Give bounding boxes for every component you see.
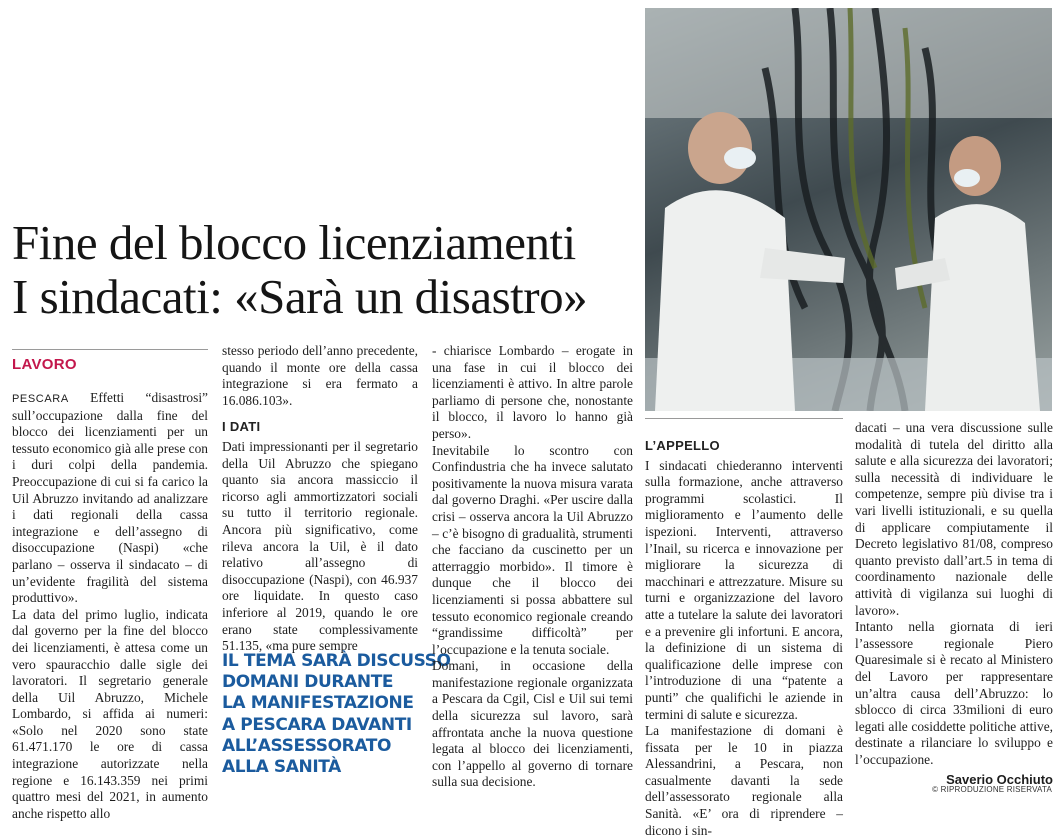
paragraph-text: Effetti “disastrosi” sull’occupazione dalla fine del blocco dei licenziamenti per un tessuto economico già alle prese con i duri colpi della pandemia. Preoccupazione di cui si fa carico la Uil Abruzzo invitando ad analizzare i dati regionali della cassa integrazione e dell’assegno di disoccupazione (Naspi) «che parlano – osserva il sindacato – di un’evidente fragilità del sistema produttivo». (12, 390, 208, 606)
copyright-notice: © RIPRODUZIONE RISERVATA (932, 785, 1052, 794)
paragraph: stesso periodo dell’anno precedente, quando il monte ore della cassa integrazione si era fermato a 16.086.103». (222, 343, 418, 408)
article-column-2 (222, 343, 418, 655)
article-column-3 (432, 343, 633, 791)
pull-quote-line: A PESCARA DAVANTI (222, 714, 412, 735)
paragraph: Inevitabile lo scontro con Confindustria che ha invece salutato positivamente la nuova misura varata dal governo Draghi. «Per uscire dalla crisi – osserva ancora la Uil Abruzzo – c’è bisogno di gradualità, strumenti che facciano da cuscinetto per un atterraggio morbido». Il timore è dunque che il blocco dei licenziamenti si possa abbattere sul tessuto economico regionale creando “grandissime difficoltà” per l’occupazione e la tenuta sociale. (432, 442, 633, 657)
paragraph: Domani, in occasione della manifestazione regionale organizzata a Pescara da Cgil, Cisl e Uil sui temi della sicurezza sul lavoro, sarà affrontata anche la nuova questione legata al blocco dei licenziamenti, con l’appello al governo di tornare sulla sua decisione. (432, 658, 633, 790)
paragraph: La manifestazione di domani è fissata per le 10 in piazza Alessandrini, a Pescara, non casualmente davanti la sede dell’assessorato regionale alla Sanità. «E’ ora di riprendere – dicono i sin- (645, 723, 843, 838)
pull-quote-line: IL TEMA SARÀ DISCUSSO (222, 651, 451, 671)
dateline: PESCARA (12, 393, 69, 405)
pull-quote-line: ALL’ASSESSORATO (222, 735, 392, 756)
paragraph: - chiarisce Lombardo – erogate in una fase in cui il blocco dei licenziamenti è attivo. In altre parole parliamo di persone che, nonostante il blocco, il lavoro lo hanno già perso». (432, 343, 633, 441)
paragraph (12, 390, 208, 607)
pull-quote-line: ALLA SANITÀ (222, 757, 341, 778)
paragraph: Intanto nella giornata di ieri l’assessore regionale Piero Quaresimale si è recato al Ministero del Lavoro per rappresentare un’altra causa dell’Abruzzo: lo sblocco di circa 33milioni di euro legati alle cosiddette politiche attive, destinate a rilanciare lo sviluppo e l’occupazione. (855, 619, 1053, 767)
article-column-1 (12, 390, 208, 822)
appello-rule (645, 418, 843, 419)
pull-quote-line: LA MANIFESTAZIONE (222, 693, 414, 714)
pull-quote (222, 651, 451, 778)
rubric-rule (12, 349, 208, 350)
subhead-i-dati: I DATI (222, 419, 261, 435)
headline (12, 216, 642, 324)
article-column-4 (645, 438, 843, 839)
paragraph: La data del primo luglio, indicata dal governo per la fine del blocco dei licenziamenti, è attesa come un vero spauracchio dalle sigle dei lavoratori. Il segretario generale della Uil Abruzzo, Michele Lombardo, si affida ai numeri: «Solo nel 2020 sono state 61.471.170 le ore di cassa integrazione autorizzate nella regione e 16.143.359 nei primi quattro mesi del 2021, in aumento anche rispetto allo (12, 606, 208, 821)
pull-quote-line: DOMANI DURANTE (222, 672, 394, 693)
factory-workers-photo (645, 8, 1052, 411)
headline-line-1: Fine del blocco licenziamenti (12, 215, 576, 270)
author-byline: Saverio Occhiuto (946, 772, 1053, 788)
paragraph: Dati impressionanti per il segretario della Uil Abruzzo che spiegano quanto sia ancora massiccio il ricorso agli ammortizzatori sociali su tutto il territorio regionale. Ancora più significativo, come rileva ancora la Uil, è il dato relativo all’assegno di disoccupazione (Naspi), con 46.937 ore liquidate. In questo caso inferiore al 2019, quando le ore erano state complessivamente 51.135, «ma pure sempre (222, 438, 418, 654)
paragraph: I sindacati chiederanno interventi sulla formazione, anche attraverso programmi scolastici. Il miglioramento e l’aumento delle ispezioni. Interventi, attraverso l’Inail, su ricerca e innovazione per migliorare la sicurezza di macchinari e attrezzature. Misure su turni e organizzazione del lavoro atte a tutelare la salute dei lavoratori e a prevenire gli infortuni. E ancora, la definizione di un sistema di qualificazione delle imprese con l’introduzione di una “patente a punti” che qualifichi le aziende in termini di salute e sicurezza. (645, 457, 843, 722)
photo-illustration (645, 8, 1052, 411)
subhead-appello: L’APPELLO (645, 438, 720, 453)
article-column-5 (855, 420, 1053, 789)
section-rubric: LAVORO (12, 356, 77, 373)
paragraph: dacati – una vera discussione sulle modalità di tutela del diritto alla salute e alla sicurezza dei lavoratori; sulla necessità di individuare le competenze, sempre più divise tra i vari livelli istituzionali, e su quella di applicare compiutamente il Decreto legislativo 81/08, compreso quanto previsto dall’art.5 in tema di coordinamento nazionale delle attività di vigilanza sui luoghi di lavoro». (855, 420, 1053, 618)
headline-line-2: I sindacati: «Sarà un disastro» (12, 269, 588, 324)
